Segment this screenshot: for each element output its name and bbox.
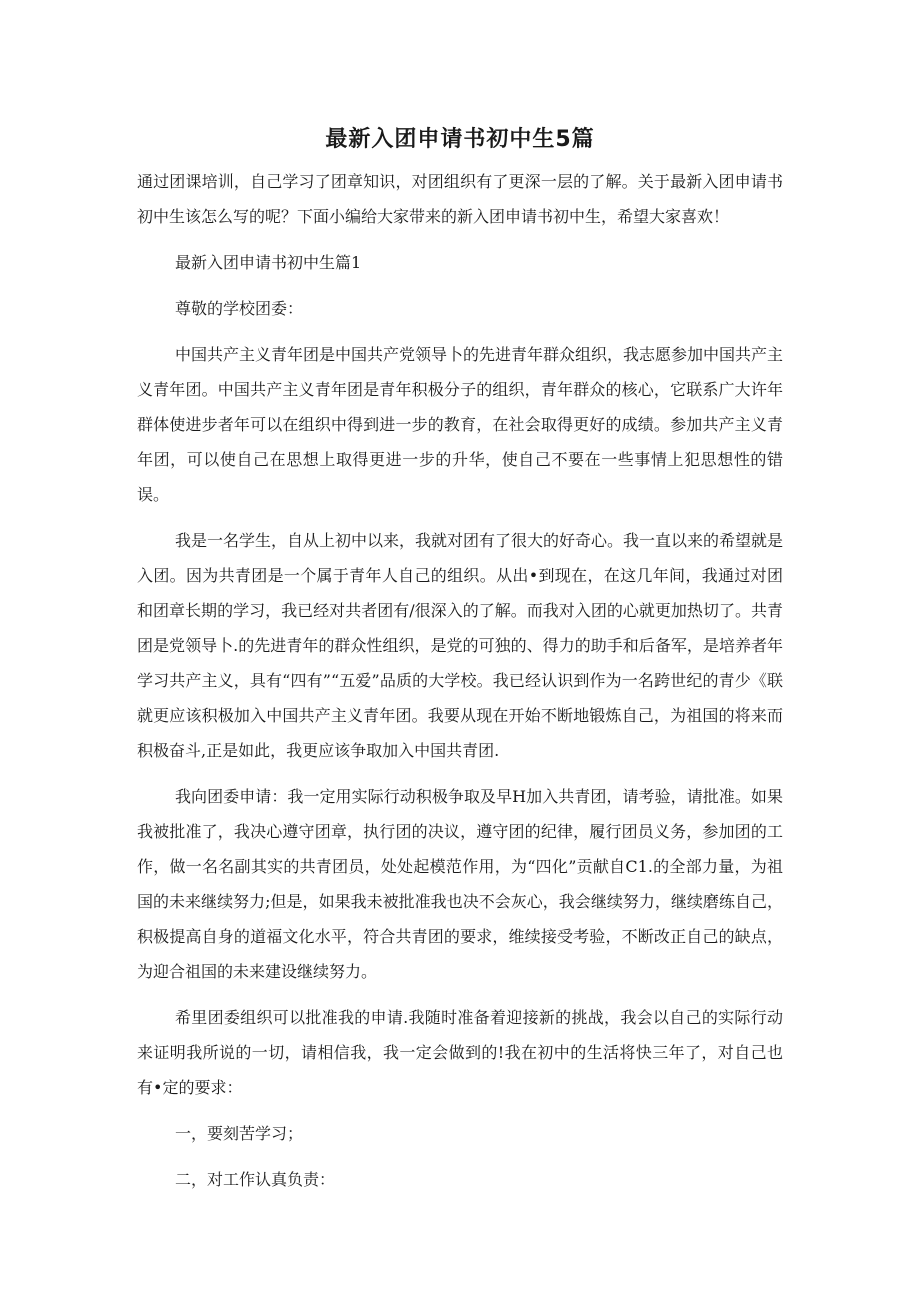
list-item: 一，要刻苦学习；	[175, 1124, 304, 1143]
intro-paragraph: 通过团课培训，自己学习了团章知识，对团组织有了更深一层的了解。关于最新入团申请书初中生该怎么写的呢？下面小编给大家带来的新入团申请书初中生，希望大家喜欢！	[137, 172, 783, 226]
body-paragraph: 中国共产主义青年团是中国共产党领导卜的先进青年群众组织，我志愿参加中国共产主义青年团。中国共产主义青年团是青年积极分子的组织，青年群众的核心，它联系广大许年群体使进步者年可以在组织中得到进一步的教育，在社会取得更好的成绩。参加共产主义青年团，可以使自己在思想上取得更进一步的升华，使自己不要在一些事情上犯思想性的错误。	[137, 345, 784, 504]
document-body	[137, 164, 783, 1197]
section-heading: 最新入团申请书初中生篇1	[175, 253, 362, 272]
document-title: 最新入团申请书初中生5篇	[325, 127, 595, 152]
list-item: 二，对工作认真负责：	[175, 1170, 336, 1189]
body-paragraph: 我向团委申请：我一定用实际行动积极争取及早H加入共青团，请考验，请批准。如果我被批准了，我决心遵守团章，执行团的决议，遵守团的纪律，履行团员义务，参加团的工作，做一名名副其实的共青团员，处处起模范作用，为“四化”贡献自C1.的全部力量，为祖国的未来继续努力;但是，如果我未被批准我也决不会灰心，我会继续努力，继续磨练自己，积极提高自身的道福文化水平，符合共青团的要求，维续接受考验，不断改正自己的缺点，为迎合祖国的未来建设继续努力。	[137, 787, 783, 981]
body-paragraph: 希里团委组织可以批准我的申请.我随时准备着迎接新的挑战，我会以自己的实际行动来证明我所说的一切，请相信我，我一定会做到的!我在初中的生活将快三年了，对自己也有•定的要求：	[137, 1008, 783, 1097]
salutation: 尊敬的学校团委：	[175, 299, 304, 318]
body-paragraph: 我是一名学生，自从上初中以来，我就对团有了很大的好奇心。我一直以来的希望就是入团。因为共青团是一个属于青年人自己的组织。从出•到现在，在这几年间，我通过对团和团章长期的学习，我已经对共者团有∕很深入的了解。而我对入团的心就更加热切了。共青团是党领导卜.的先进青年的群众性组织，是党的可独的、得力的助手和后备军，是培养者年学习共产主义，具有“四有”“五爱”品质的大学校。我已经认识到作为一名跨世纪的青少《联就更应该积极加入中国共产主义青年团。我要从现在开始不断地锻炼自己，为祖国的将来而积极奋斗,正是如此，我更应该争取加入中国共青团.	[137, 531, 784, 760]
